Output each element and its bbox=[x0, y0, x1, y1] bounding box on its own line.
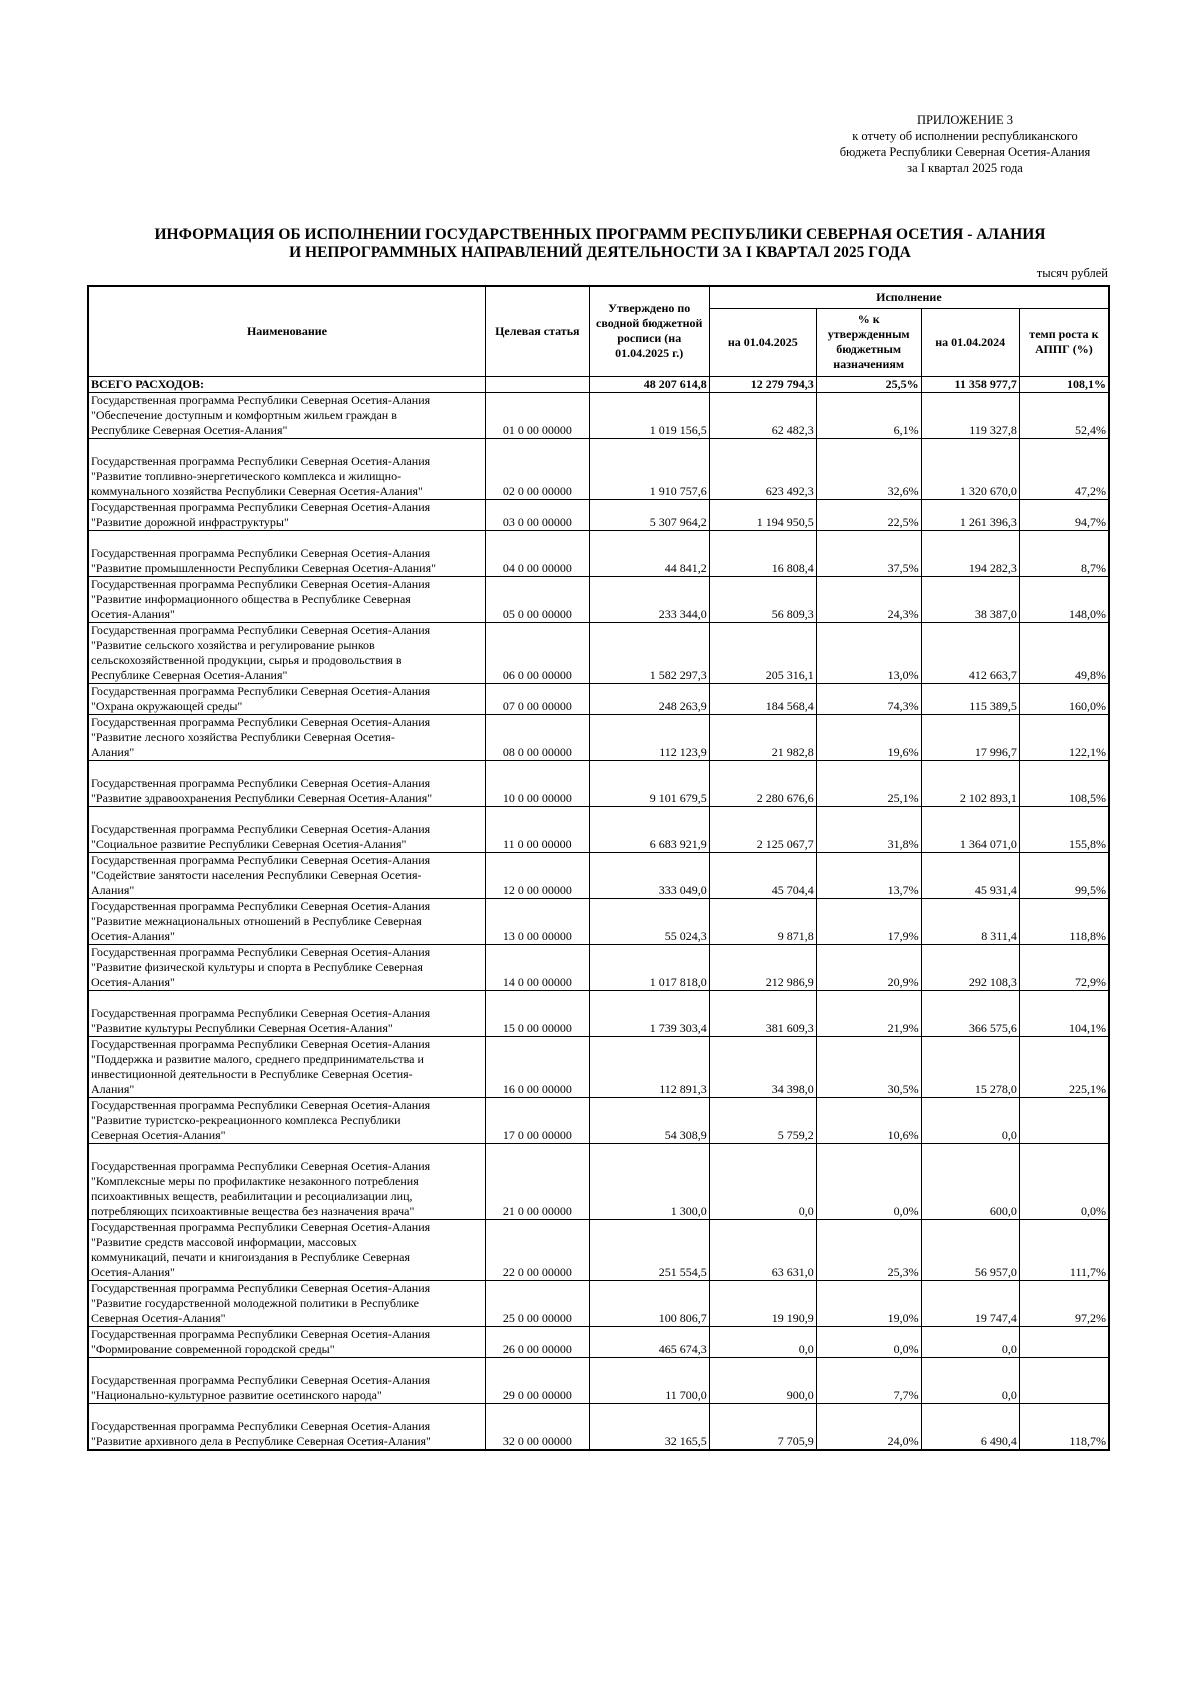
program-row bbox=[88, 530, 1109, 576]
program-name bbox=[88, 760, 485, 806]
program-name-line: Государственная программа Республики Северная Осетия-Алания bbox=[91, 775, 431, 790]
program-name-line: Осетия-Алания" bbox=[91, 606, 175, 621]
program-approved: 44 841,2 bbox=[589, 530, 709, 576]
program-row bbox=[88, 438, 1109, 499]
program-name-line: потребляющих психоактивные вещества без назначения врача" bbox=[91, 1203, 415, 1218]
program-approved: 233 344,0 bbox=[589, 576, 709, 622]
program-growth bbox=[1019, 1357, 1109, 1403]
program-name-line: Алания" bbox=[91, 1081, 135, 1096]
program-on-2024: 115 389,5 bbox=[921, 683, 1019, 714]
program-percent: 25,1% bbox=[816, 760, 921, 806]
program-growth: 47,2% bbox=[1019, 438, 1109, 499]
program-on-2025: 2 125 067,7 bbox=[709, 806, 816, 852]
program-name-line: Государственная программа Республики Северная Осетия-Алания bbox=[91, 622, 431, 637]
program-code: 13 0 00 00000 bbox=[485, 898, 589, 944]
appendix-line: к отчету об исполнении республиканского bbox=[852, 129, 1078, 143]
program-growth: 97,2% bbox=[1019, 1280, 1109, 1326]
program-name-line: "Развитие туристско-рекреационного комплекса Республики bbox=[91, 1112, 401, 1127]
program-on-2024: 17 996,7 bbox=[921, 714, 1019, 760]
program-name-line: "Развитие информационного общества в Республике Северная bbox=[91, 591, 411, 606]
program-on-2025: 0,0 bbox=[709, 1143, 816, 1219]
program-name-line: Алания" bbox=[91, 744, 135, 759]
program-name-line: Государственная программа Республики Северная Осетия-Алания bbox=[91, 1372, 431, 1387]
program-percent: 24,3% bbox=[816, 576, 921, 622]
program-name-line: Государственная программа Республики Северная Осетия-Алания bbox=[91, 1036, 431, 1051]
program-name-line: Государственная программа Республики Северная Осетия-Алания bbox=[91, 1158, 431, 1173]
program-row bbox=[88, 944, 1109, 990]
header-on-2024: на 01.04.2024 bbox=[921, 308, 1019, 376]
program-approved: 251 554,5 bbox=[589, 1219, 709, 1280]
program-name-line: "Развитие топливно-энергетического комплекса и жилищно- bbox=[91, 468, 402, 483]
program-row bbox=[88, 1143, 1109, 1219]
program-growth: 49,8% bbox=[1019, 622, 1109, 683]
program-percent: 7,7% bbox=[816, 1357, 921, 1403]
program-name bbox=[88, 683, 485, 714]
program-on-2024: 45 931,4 bbox=[921, 852, 1019, 898]
program-growth: 52,4% bbox=[1019, 392, 1109, 438]
program-on-2024: 0,0 bbox=[921, 1097, 1019, 1143]
appendix-header bbox=[800, 112, 1130, 176]
program-on-2025: 212 986,9 bbox=[709, 944, 816, 990]
program-name-line: Республике Северная Осетия-Алания" bbox=[91, 667, 288, 682]
program-on-2024: 366 575,6 bbox=[921, 990, 1019, 1036]
program-name bbox=[88, 622, 485, 683]
program-on-2024: 1 261 396,3 bbox=[921, 499, 1019, 530]
program-growth: 8,7% bbox=[1019, 530, 1109, 576]
program-code: 26 0 00 00000 bbox=[485, 1326, 589, 1357]
program-on-2024: 38 387,0 bbox=[921, 576, 1019, 622]
program-code: 11 0 00 00000 bbox=[485, 806, 589, 852]
program-code: 01 0 00 00000 bbox=[485, 392, 589, 438]
program-approved: 9 101 679,5 bbox=[589, 760, 709, 806]
program-row bbox=[88, 392, 1109, 438]
program-growth: 72,9% bbox=[1019, 944, 1109, 990]
program-approved: 6 683 921,9 bbox=[589, 806, 709, 852]
program-name-line: Осетия-Алания" bbox=[91, 928, 175, 943]
units-label: тысяч рублей bbox=[1036, 266, 1108, 280]
total-code bbox=[485, 376, 589, 392]
title-line: ИНФОРМАЦИЯ ОБ ИСПОЛНЕНИИ ГОСУДАРСТВЕННЫХ ПРОГРАММ РЕСПУБЛИКИ СЕВЕРНАЯ ОСЕТИЯ - АЛАНИЯ bbox=[154, 226, 1046, 243]
program-name-line bbox=[91, 1144, 483, 1159]
program-approved: 54 308,9 bbox=[589, 1097, 709, 1143]
program-name-line: "Развитие архивного дела в Республике Северная Осетия-Алания" bbox=[91, 1433, 431, 1448]
program-name bbox=[88, 990, 485, 1036]
program-name-line: Государственная программа Республики Северная Осетия-Алания bbox=[91, 499, 431, 514]
program-code: 22 0 00 00000 bbox=[485, 1219, 589, 1280]
program-on-2024: 119 327,8 bbox=[921, 392, 1019, 438]
program-percent: 32,6% bbox=[816, 438, 921, 499]
program-on-2024: 6 490,4 bbox=[921, 1403, 1019, 1450]
program-on-2024: 600,0 bbox=[921, 1143, 1019, 1219]
program-name-line: "Комплексные меры по профилактике незаконного потребления bbox=[91, 1173, 419, 1188]
total-growth: 108,1% bbox=[1019, 376, 1109, 392]
program-name-line: Государственная программа Республики Северная Осетия-Алания bbox=[91, 714, 431, 729]
program-approved: 248 263,9 bbox=[589, 683, 709, 714]
program-on-2025: 184 568,4 bbox=[709, 683, 816, 714]
total-percent: 25,5% bbox=[816, 376, 921, 392]
program-name-line bbox=[91, 761, 483, 776]
program-name-line: "Развитие лесного хозяйства Республики Северная Осетия- bbox=[91, 729, 395, 744]
program-on-2025: 63 631,0 bbox=[709, 1219, 816, 1280]
program-code: 08 0 00 00000 bbox=[485, 714, 589, 760]
program-name-line: Государственная программа Республики Северная Осетия-Алания bbox=[91, 1219, 431, 1234]
program-name-line: Государственная программа Республики Северная Осетия-Алания bbox=[91, 545, 431, 560]
program-on-2024: 412 663,7 bbox=[921, 622, 1019, 683]
program-row bbox=[88, 1403, 1109, 1450]
program-percent: 17,9% bbox=[816, 898, 921, 944]
program-percent: 13,7% bbox=[816, 852, 921, 898]
program-approved: 11 700,0 bbox=[589, 1357, 709, 1403]
program-percent: 30,5% bbox=[816, 1036, 921, 1097]
header-name: Наименование bbox=[88, 286, 485, 376]
header-growth: темп роста к АППГ (%) bbox=[1019, 308, 1109, 376]
program-code: 05 0 00 00000 bbox=[485, 576, 589, 622]
program-on-2025: 56 809,3 bbox=[709, 576, 816, 622]
header-execution: Исполнение bbox=[709, 286, 1109, 308]
program-name bbox=[88, 1280, 485, 1326]
program-approved: 1 017 818,0 bbox=[589, 944, 709, 990]
program-growth: 122,1% bbox=[1019, 714, 1109, 760]
program-name-line: "Поддержка и развитие малого, среднего предпринимательства и bbox=[91, 1051, 424, 1066]
program-name-line: "Развитие государственной молодежной политики в Республике bbox=[91, 1295, 419, 1310]
program-name-line: коммуникаций, печати и книгоиздания в Республике Северная bbox=[91, 1249, 411, 1264]
header-on-2025: на 01.04.2025 bbox=[709, 308, 816, 376]
program-percent: 10,6% bbox=[816, 1097, 921, 1143]
program-approved: 55 024,3 bbox=[589, 898, 709, 944]
program-on-2024: 1 320 670,0 bbox=[921, 438, 1019, 499]
program-name-line: "Развитие здравоохранения Республики Северная Осетия-Алания" bbox=[91, 790, 433, 805]
program-name-line: Государственная программа Республики Северная Осетия-Алания bbox=[91, 1280, 431, 1295]
program-growth: 0,0% bbox=[1019, 1143, 1109, 1219]
program-code: 16 0 00 00000 bbox=[485, 1036, 589, 1097]
program-row bbox=[88, 714, 1109, 760]
title-line: И НЕПРОГРАММНЫХ НАПРАВЛЕНИЙ ДЕЯТЕЛЬНОСТИ ЗА I КВАРТАЛ 2025 ГОДА bbox=[289, 244, 911, 261]
program-name-line: Государственная программа Республики Северная Осетия-Алания bbox=[91, 1418, 431, 1433]
total-row bbox=[88, 376, 1109, 392]
program-name-line: "Социальное развитие Республики Северная Осетия-Алания" bbox=[91, 836, 407, 851]
program-name bbox=[88, 806, 485, 852]
program-name-line: "Развитие средств массовой информации, массовых bbox=[91, 1234, 357, 1249]
program-on-2025: 34 398,0 bbox=[709, 1036, 816, 1097]
report-body bbox=[88, 376, 1109, 1450]
program-row bbox=[88, 898, 1109, 944]
program-row bbox=[88, 760, 1109, 806]
program-name-line: "Развитие межнациональных отношений в Республике Северная bbox=[91, 913, 422, 928]
program-on-2024: 1 364 071,0 bbox=[921, 806, 1019, 852]
program-approved: 1 582 297,3 bbox=[589, 622, 709, 683]
program-percent: 37,5% bbox=[816, 530, 921, 576]
program-name-line: "Обеспечение доступным и комфортным жильем граждан в bbox=[91, 407, 397, 422]
program-name bbox=[88, 1036, 485, 1097]
program-name-line: инвестиционной деятельности в Республике Северная Осетия- bbox=[91, 1066, 413, 1081]
program-name-line: Государственная программа Республики Северная Осетия-Алания bbox=[91, 1097, 431, 1112]
program-code: 21 0 00 00000 bbox=[485, 1143, 589, 1219]
appendix-line: за I квартал 2025 года bbox=[907, 161, 1023, 175]
program-on-2025: 5 759,2 bbox=[709, 1097, 816, 1143]
program-name-line: Государственная программа Республики Северная Осетия-Алания bbox=[91, 1326, 431, 1341]
program-code: 17 0 00 00000 bbox=[485, 1097, 589, 1143]
program-name-line: "Содействие занятости населения Республики Северная Осетия- bbox=[91, 867, 422, 882]
program-approved: 1 300,0 bbox=[589, 1143, 709, 1219]
header-percent: % к утвержденным бюджетным назначениям bbox=[816, 308, 921, 376]
program-growth: 118,8% bbox=[1019, 898, 1109, 944]
program-row bbox=[88, 499, 1109, 530]
program-name bbox=[88, 1143, 485, 1219]
program-on-2025: 21 982,8 bbox=[709, 714, 816, 760]
program-name-line: "Развитие промышленности Республики Северная Осетия-Алания" bbox=[91, 560, 437, 575]
program-on-2025: 9 871,8 bbox=[709, 898, 816, 944]
program-percent: 20,9% bbox=[816, 944, 921, 990]
program-row bbox=[88, 576, 1109, 622]
program-name-line: "Охрана окружающей среды" bbox=[91, 698, 243, 713]
program-growth: 104,1% bbox=[1019, 990, 1109, 1036]
program-name-line: "Развитие физической культуры и спорта в Республике Северная bbox=[91, 959, 423, 974]
program-name bbox=[88, 1097, 485, 1143]
program-growth: 148,0% bbox=[1019, 576, 1109, 622]
program-row bbox=[88, 806, 1109, 852]
program-name-line: Северная Осетия-Алания" bbox=[91, 1127, 226, 1142]
total-on-2024: 11 358 977,7 bbox=[921, 376, 1019, 392]
program-code: 04 0 00 00000 bbox=[485, 530, 589, 576]
program-name-line: психоактивных веществ, реабилитации и ресоциализации лиц, bbox=[91, 1188, 413, 1203]
program-on-2024: 2 102 893,1 bbox=[921, 760, 1019, 806]
total-on-2025: 12 279 794,3 bbox=[709, 376, 816, 392]
header-approved: Утверждено по сводной бюджетной росписи (на 01.04.2025 г.) bbox=[589, 286, 709, 376]
program-name-line bbox=[91, 991, 483, 1006]
program-on-2024: 0,0 bbox=[921, 1326, 1019, 1357]
program-percent: 0,0% bbox=[816, 1326, 921, 1357]
program-name bbox=[88, 1403, 485, 1450]
program-name bbox=[88, 714, 485, 760]
program-on-2024: 19 747,4 bbox=[921, 1280, 1019, 1326]
total-approved: 48 207 614,8 bbox=[589, 376, 709, 392]
program-percent: 13,0% bbox=[816, 622, 921, 683]
program-row bbox=[88, 683, 1109, 714]
program-percent: 31,8% bbox=[816, 806, 921, 852]
program-percent: 0,0% bbox=[816, 1143, 921, 1219]
program-name bbox=[88, 1326, 485, 1357]
program-name-line: "Национально-культурное развитие осетинского народа" bbox=[91, 1387, 382, 1402]
program-on-2024: 15 278,0 bbox=[921, 1036, 1019, 1097]
program-code: 02 0 00 00000 bbox=[485, 438, 589, 499]
program-on-2024: 194 282,3 bbox=[921, 530, 1019, 576]
program-growth: 155,8% bbox=[1019, 806, 1109, 852]
program-approved: 112 891,3 bbox=[589, 1036, 709, 1097]
program-code: 29 0 00 00000 bbox=[485, 1357, 589, 1403]
document-title bbox=[80, 226, 1120, 262]
program-name-line: "Развитие сельского хозяйства и регулирование рынков bbox=[91, 637, 375, 652]
program-row bbox=[88, 852, 1109, 898]
program-code: 14 0 00 00000 bbox=[485, 944, 589, 990]
program-on-2025: 1 194 950,5 bbox=[709, 499, 816, 530]
program-name-line bbox=[91, 807, 483, 822]
program-code: 32 0 00 00000 bbox=[485, 1403, 589, 1450]
program-percent: 6,1% bbox=[816, 392, 921, 438]
program-on-2024: 56 957,0 bbox=[921, 1219, 1019, 1280]
program-approved: 333 049,0 bbox=[589, 852, 709, 898]
program-growth: 160,0% bbox=[1019, 683, 1109, 714]
program-row bbox=[88, 622, 1109, 683]
program-name-line: Государственная программа Республики Северная Осетия-Алания bbox=[91, 852, 431, 867]
program-name bbox=[88, 1357, 485, 1403]
program-name bbox=[88, 944, 485, 990]
program-percent: 19,0% bbox=[816, 1280, 921, 1326]
program-on-2025: 900,0 bbox=[709, 1357, 816, 1403]
program-percent: 24,0% bbox=[816, 1403, 921, 1450]
program-on-2024: 292 108,3 bbox=[921, 944, 1019, 990]
program-approved: 112 123,9 bbox=[589, 714, 709, 760]
total-label: ВСЕГО РАСХОДОВ: bbox=[88, 376, 485, 392]
program-growth: 225,1% bbox=[1019, 1036, 1109, 1097]
program-name-line bbox=[91, 1404, 483, 1419]
program-growth: 94,7% bbox=[1019, 499, 1109, 530]
program-row bbox=[88, 1357, 1109, 1403]
program-name-line: Республике Северная Осетия-Алания" bbox=[91, 422, 288, 437]
program-name-line: "Формирование современной городской среды" bbox=[91, 1341, 335, 1356]
program-name-line: Государственная программа Республики Северная Осетия-Алания bbox=[91, 576, 431, 591]
program-on-2025: 623 492,3 bbox=[709, 438, 816, 499]
program-code: 15 0 00 00000 bbox=[485, 990, 589, 1036]
program-growth: 99,5% bbox=[1019, 852, 1109, 898]
program-on-2024: 0,0 bbox=[921, 1357, 1019, 1403]
program-code: 25 0 00 00000 bbox=[485, 1280, 589, 1326]
program-growth bbox=[1019, 1097, 1109, 1143]
program-name bbox=[88, 499, 485, 530]
program-name-line: Осетия-Алания" bbox=[91, 1264, 175, 1279]
program-approved: 32 165,5 bbox=[589, 1403, 709, 1450]
program-code: 07 0 00 00000 bbox=[485, 683, 589, 714]
program-approved: 1 739 303,4 bbox=[589, 990, 709, 1036]
program-row bbox=[88, 1036, 1109, 1097]
program-name-line: Алания" bbox=[91, 882, 135, 897]
program-on-2025: 0,0 bbox=[709, 1326, 816, 1357]
program-name-line: "Развитие дорожной инфраструктуры" bbox=[91, 514, 289, 529]
program-percent: 25,3% bbox=[816, 1219, 921, 1280]
program-on-2025: 62 482,3 bbox=[709, 392, 816, 438]
program-code: 12 0 00 00000 bbox=[485, 852, 589, 898]
program-name-line bbox=[91, 1358, 483, 1373]
program-name-line bbox=[91, 439, 483, 454]
program-name-line: коммунального хозяйства Республики Северная Осетия-Алания" bbox=[91, 483, 423, 498]
program-on-2025: 19 190,9 bbox=[709, 1280, 816, 1326]
program-approved: 5 307 964,2 bbox=[589, 499, 709, 530]
program-name bbox=[88, 438, 485, 499]
program-name bbox=[88, 852, 485, 898]
program-name-line: Государственная программа Республики Северная Осетия-Алания bbox=[91, 453, 431, 468]
program-row bbox=[88, 990, 1109, 1036]
program-percent: 74,3% bbox=[816, 683, 921, 714]
program-name-line: сельскохозяйственной продукции, сырья и продовольствия в bbox=[91, 652, 402, 667]
header-code: Целевая статья bbox=[485, 286, 589, 376]
program-name bbox=[88, 392, 485, 438]
report-table bbox=[87, 285, 1110, 1451]
program-name-line: Государственная программа Республики Северная Осетия-Алания bbox=[91, 683, 431, 698]
program-name-line: Государственная программа Республики Северная Осетия-Алания bbox=[91, 898, 431, 913]
program-approved: 465 674,3 bbox=[589, 1326, 709, 1357]
program-approved: 1 019 156,5 bbox=[589, 392, 709, 438]
program-growth: 118,7% bbox=[1019, 1403, 1109, 1450]
program-code: 03 0 00 00000 bbox=[485, 499, 589, 530]
program-code: 06 0 00 00000 bbox=[485, 622, 589, 683]
program-on-2025: 2 280 676,6 bbox=[709, 760, 816, 806]
program-on-2025: 16 808,4 bbox=[709, 530, 816, 576]
program-name-line: Государственная программа Республики Северная Осетия-Алания bbox=[91, 944, 431, 959]
program-row bbox=[88, 1219, 1109, 1280]
program-on-2025: 7 705,9 bbox=[709, 1403, 816, 1450]
program-name-line bbox=[91, 531, 483, 546]
program-row bbox=[88, 1097, 1109, 1143]
program-percent: 21,9% bbox=[816, 990, 921, 1036]
program-row bbox=[88, 1280, 1109, 1326]
program-name-line: Северная Осетия-Алания" bbox=[91, 1310, 226, 1325]
program-growth bbox=[1019, 1326, 1109, 1357]
program-on-2025: 381 609,3 bbox=[709, 990, 816, 1036]
program-growth: 108,5% bbox=[1019, 760, 1109, 806]
program-on-2025: 205 316,1 bbox=[709, 622, 816, 683]
program-percent: 22,5% bbox=[816, 499, 921, 530]
appendix-line: ПРИЛОЖЕНИЕ 3 bbox=[916, 113, 1014, 127]
program-name bbox=[88, 1219, 485, 1280]
appendix-line: бюджета Республики Северная Осетия-Алания bbox=[839, 145, 1091, 159]
program-name-line: Государственная программа Республики Северная Осетия-Алания bbox=[91, 821, 431, 836]
program-on-2025: 45 704,4 bbox=[709, 852, 816, 898]
program-code: 10 0 00 00000 bbox=[485, 760, 589, 806]
program-row bbox=[88, 1326, 1109, 1357]
program-percent: 19,6% bbox=[816, 714, 921, 760]
program-growth: 111,7% bbox=[1019, 1219, 1109, 1280]
program-approved: 1 910 757,6 bbox=[589, 438, 709, 499]
program-name bbox=[88, 898, 485, 944]
program-name-line: Осетия-Алания" bbox=[91, 974, 175, 989]
program-name-line: "Развитие культуры Республики Северная Осетия-Алания" bbox=[91, 1020, 393, 1035]
program-name bbox=[88, 530, 485, 576]
program-on-2024: 8 311,4 bbox=[921, 898, 1019, 944]
program-name-line: Государственная программа Республики Северная Осетия-Алания bbox=[91, 1005, 431, 1020]
program-name bbox=[88, 576, 485, 622]
program-name-line: Государственная программа Республики Северная Осетия-Алания bbox=[91, 392, 431, 407]
program-approved: 100 806,7 bbox=[589, 1280, 709, 1326]
